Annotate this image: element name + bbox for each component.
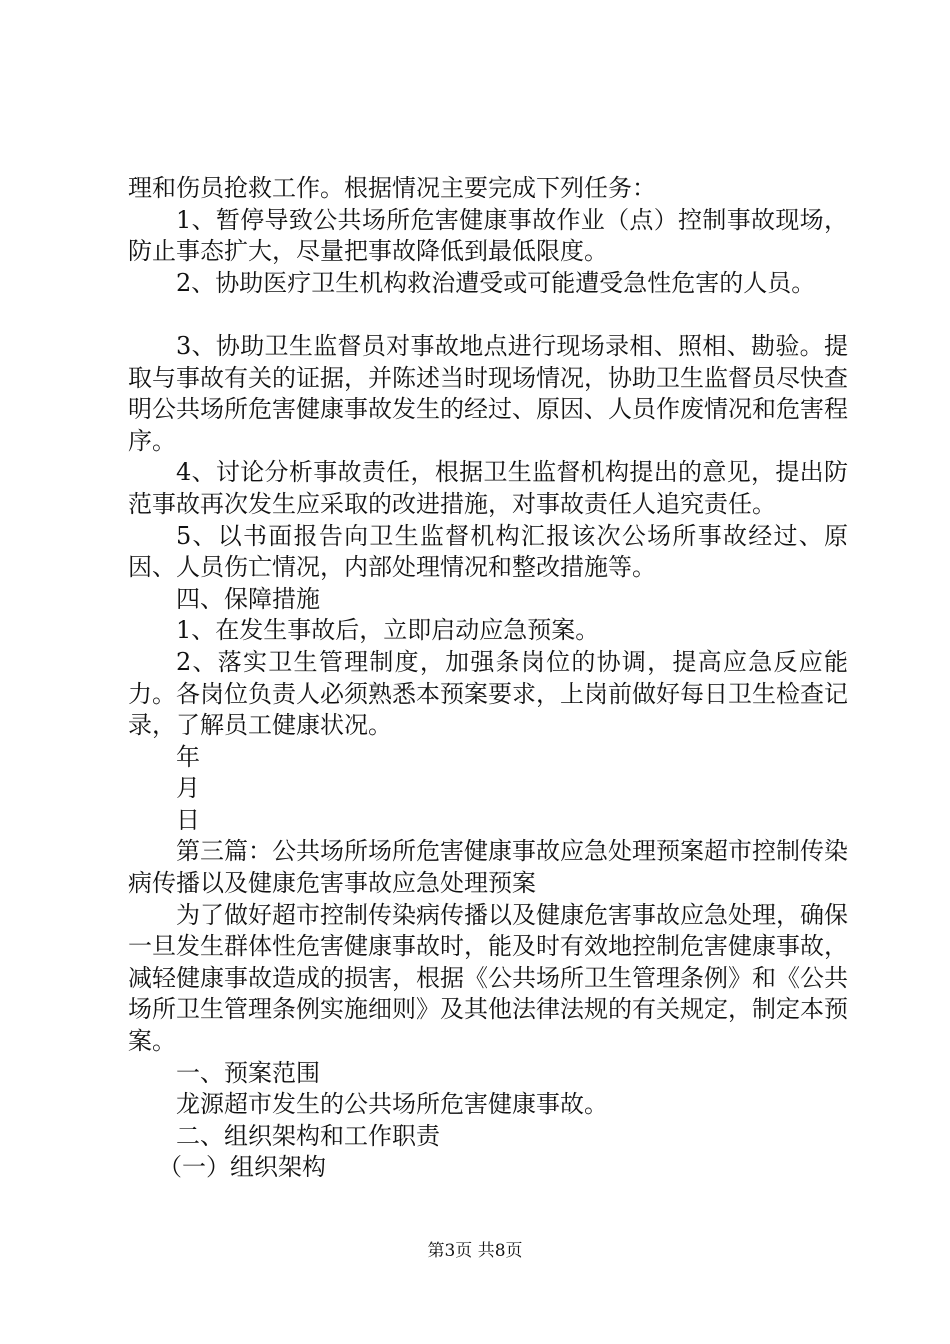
date-year: 年 xyxy=(176,742,200,771)
date-month: 月 xyxy=(176,774,200,803)
paragraph-scope: 龙源超市发生的公共场所危害健康事故。 xyxy=(176,1090,608,1119)
paragraph-task-5: 5、以书面报告向卫生监督机构汇报该次公场所事故经过、原因、人员伤亡情况，内部处理情况和整改措施等。 xyxy=(128,521,848,582)
paragraph-intro: 为了做好超市控制传染病传播以及健康危害事故应急处理，确保一旦发生群体性危害健康事故时，能及时有效地控制危害健康事故，减轻健康事故造成的损害，根据《公共场所卫生管理条例》和《公共场所卫生管理条例实施细则》及其他法律法规的有关规定，制定本预案。 xyxy=(128,900,848,1056)
paragraph-task-2: 2、协助医疗卫生机构救治遭受或可能遭受急性危害的人员。 xyxy=(176,268,816,297)
subsection-heading-structure: （一）组织架构 xyxy=(158,1153,326,1182)
section-heading-scope: 一、预案范围 xyxy=(176,1058,320,1087)
paragraph-safeguard-2: 2、落实卫生管理制度，加强条岗位的协调，提高应急反应能力。各岗位负责人必须熟悉本预案要求，上岗前做好每日卫生检查记录，了解员工健康状况。 xyxy=(128,647,848,740)
paragraph-task-1: 1、暂停导致公共场所危害健康事故作业（点）控制事故现场，防止事态扩大，尽量把事故降低到最低限度。 xyxy=(128,205,848,266)
date-day: 日 xyxy=(176,805,200,834)
section-heading-safeguards: 四、保障措施 xyxy=(176,584,320,613)
paragraph-continuation: 理和伤员抢救工作。根据情况主要完成下列任务： xyxy=(128,174,656,202)
page-number-footer: 第3页 共8页 xyxy=(427,1241,523,1261)
section-heading-organization: 二、组织架构和工作职责 xyxy=(176,1121,440,1150)
paragraph-task-3: 3、协助卫生监督员对事故地点进行现场录相、照相、勘验。提取与事故有关的证据，并陈述当时现场情况，协助卫生监督员尽快查明公共场所危害健康事故发生的经过、原因、人员作废情况和危害程序。 xyxy=(128,331,848,455)
paragraph-safeguard-1: 1、在发生事故后，立即启动应急预案。 xyxy=(176,616,600,645)
document-body xyxy=(128,173,848,1184)
paragraph-task-4: 4、讨论分析事故责任，根据卫生监督机构提出的意见，提出防范事故再次发生应采取的改进措施，对事故责任人追究责任。 xyxy=(128,458,848,518)
chapter-title: 第三篇：公共场所场所危害健康事故应急处理预案超市控制传染病传播以及健康危害事故应急处理预案 xyxy=(128,837,848,898)
